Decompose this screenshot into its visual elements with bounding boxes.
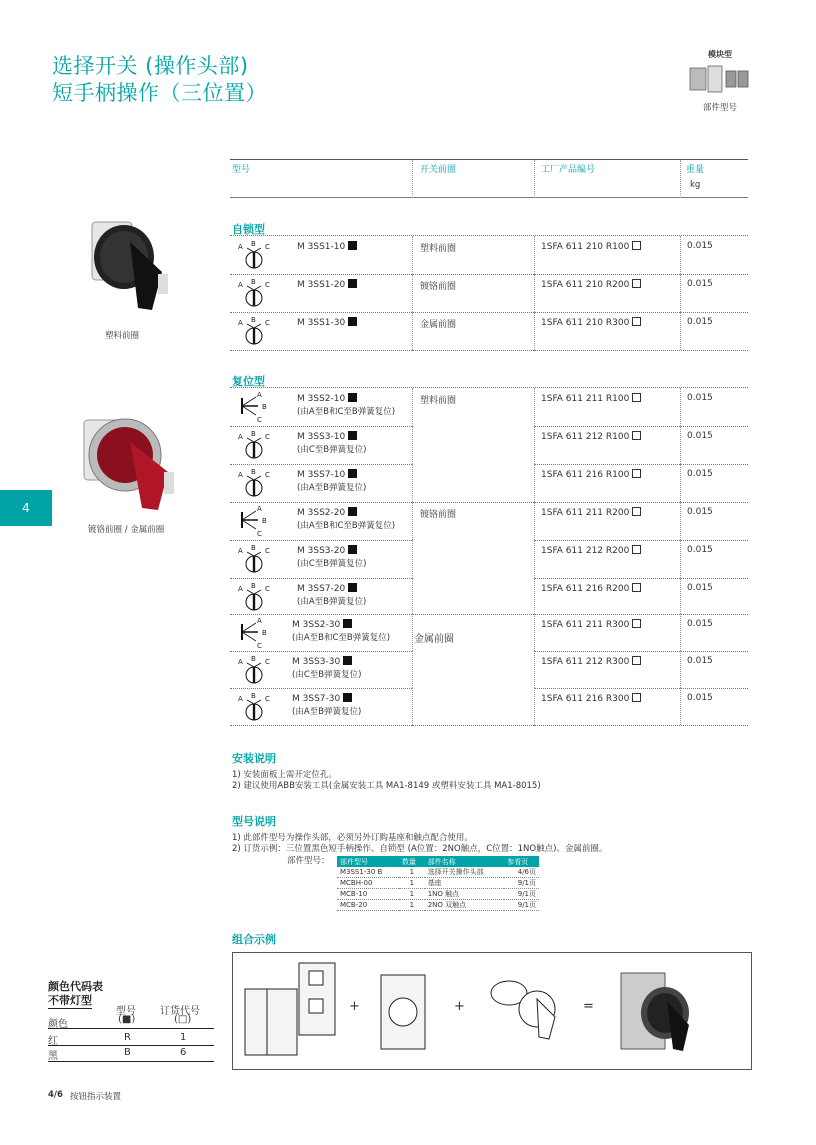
row-factory-code — [541, 545, 641, 556]
svg-text:A: A — [257, 617, 262, 625]
row-rule — [534, 614, 748, 615]
col-divider — [412, 540, 413, 578]
row-model — [297, 469, 357, 480]
row-factory-code-text: 1SFA 611 210 R300 — [541, 318, 630, 328]
order-code-empty-square-icon — [632, 469, 641, 478]
order-cell: 1 — [399, 867, 425, 878]
module-type-icon — [688, 62, 750, 96]
order-col-name: 部件名称 — [425, 856, 505, 867]
row-weight: 0.015 — [687, 619, 713, 629]
row-rule — [230, 614, 412, 615]
model-note-line-1: 1) 此部件型号为操作头部，必须另外订购基座和触点配合使用。 — [232, 833, 473, 843]
order-cell: 基座 — [425, 878, 505, 889]
color-code-filled-square-icon — [348, 545, 357, 554]
color-code-filled-square-icon — [348, 317, 357, 326]
row-rule — [534, 688, 748, 689]
col-divider — [534, 614, 535, 651]
row-factory-code — [541, 693, 641, 704]
row-model — [297, 393, 357, 404]
row-rule — [230, 651, 412, 652]
row-factory-code-text: 1SFA 611 210 R200 — [541, 280, 630, 290]
row-rule — [534, 350, 748, 351]
part-number-caption: 部件型号 — [702, 103, 737, 113]
col-divider — [534, 464, 535, 502]
part-number-label: 部件型号： — [287, 856, 330, 866]
color-table-rule — [48, 1045, 214, 1046]
row-rule — [230, 312, 412, 313]
row-rule — [534, 464, 748, 465]
col-header-model: 型号 — [232, 165, 251, 175]
row-weight: 0.015 — [687, 583, 713, 593]
row-note: (由A至B弹簧复位) — [297, 483, 367, 493]
col-divider — [534, 236, 535, 274]
row-rule — [534, 426, 748, 427]
col-divider — [412, 502, 413, 540]
col-divider — [680, 388, 681, 426]
row-model — [292, 619, 352, 630]
col-divider — [534, 388, 535, 426]
row-model-text: M 3SS3-20 — [297, 546, 346, 556]
color-order-code: 1 — [180, 1032, 187, 1043]
col-divider — [534, 160, 535, 198]
col-divider — [412, 578, 413, 614]
row-factory-code-text: 1SFA 611 216 R100 — [541, 470, 630, 480]
row-model — [297, 583, 357, 594]
order-code-empty-square-icon — [632, 545, 641, 554]
order-cell: MCB-20 — [337, 900, 399, 911]
order-code-empty-square-icon — [632, 431, 641, 440]
svg-text:C: C — [265, 243, 270, 251]
col-divider — [680, 274, 681, 312]
switch-position-symbol-icon — [234, 390, 274, 424]
svg-text:B: B — [262, 403, 267, 411]
col-divider — [534, 312, 535, 350]
row-factory-code-text: 1SFA 611 216 R300 — [541, 694, 630, 704]
svg-text:C: C — [257, 530, 262, 538]
row-model-text: M 3SS7-10 — [297, 470, 346, 480]
row-rule — [412, 350, 534, 351]
svg-text:A: A — [238, 319, 243, 327]
svg-text:A: A — [238, 243, 243, 251]
col-divider — [534, 578, 535, 614]
col-divider — [534, 651, 535, 688]
row-model — [292, 693, 352, 704]
row-model-text: M 3SS3-10 — [297, 432, 346, 442]
svg-text:C: C — [257, 642, 262, 650]
row-weight: 0.015 — [687, 693, 713, 703]
row-factory-code — [541, 317, 641, 328]
col-divider — [680, 464, 681, 502]
module-type-label: 模块型 — [708, 50, 732, 59]
plastic-ring-caption: 塑料前圈 — [105, 331, 140, 341]
order-code-empty-square-icon — [632, 656, 641, 665]
col-divider — [680, 426, 681, 464]
svg-text:C: C — [265, 471, 270, 479]
row-weight: 0.015 — [687, 507, 713, 517]
color-row-label: 颜色 — [48, 1019, 68, 1030]
row-rule — [230, 426, 412, 427]
row-model — [297, 545, 357, 556]
color-name: 黑 — [48, 1051, 58, 1062]
order-cell: 9/1页 — [504, 900, 539, 911]
row-model — [297, 317, 357, 328]
row-factory-code — [541, 241, 641, 252]
row-rule — [534, 725, 748, 726]
row-factory-code — [541, 619, 641, 630]
svg-text:B: B — [251, 544, 256, 552]
order-col-part: 部件型号 — [337, 856, 399, 867]
switch-position-symbol-icon — [234, 542, 274, 576]
row-rule — [412, 312, 534, 313]
row-weight: 0.015 — [687, 317, 713, 327]
order-code-empty-square-icon — [632, 393, 641, 402]
col-header-front-ring: 开关前圈 — [420, 165, 457, 175]
svg-text:B: B — [251, 278, 256, 286]
combo-heading: 组合示例 — [232, 933, 276, 946]
col-divider — [534, 426, 535, 464]
col-divider — [412, 312, 413, 350]
color-order-code: 6 — [180, 1047, 187, 1058]
order-cell: 选择开关操作头部 — [425, 867, 505, 878]
switch-position-symbol-icon — [234, 276, 274, 310]
row-rule — [534, 540, 748, 541]
model-note-heading: 型号说明 — [232, 815, 276, 828]
row-weight: 0.015 — [687, 241, 713, 251]
row-model-text: M 3SS7-30 — [292, 694, 341, 704]
color-code-filled-square-icon — [343, 619, 352, 628]
chrome-metal-ring-caption: 镀铬前圈 / 金属前圈 — [88, 525, 165, 535]
col-divider — [412, 464, 413, 502]
svg-text:A: A — [238, 433, 243, 441]
row-weight: 0.015 — [687, 469, 713, 479]
order-cell: 2NO 双触点 — [425, 900, 505, 911]
row-rule — [534, 578, 748, 579]
chapter-tab: 4 — [0, 490, 52, 526]
row-weight: 0.015 — [687, 545, 713, 555]
color-model-code: R — [124, 1032, 131, 1043]
color-code-filled-square-icon — [343, 656, 352, 665]
row-model-text: M 3SS2-10 — [297, 394, 346, 404]
row-front-ring: 金属前圈 — [420, 320, 457, 330]
col-divider — [412, 651, 413, 688]
row-model-text: M 3SS2-20 — [297, 508, 346, 518]
weight-unit: kg — [690, 180, 701, 190]
col-divider — [680, 578, 681, 614]
row-front-ring: 镀铬前圈 — [420, 510, 457, 520]
svg-text:B: B — [262, 629, 267, 637]
row-model — [297, 431, 357, 442]
col-divider — [680, 236, 681, 274]
svg-text:C: C — [265, 547, 270, 555]
color-code-table — [48, 980, 214, 1068]
col-divider — [680, 651, 681, 688]
order-cell: 1NO 触点 — [425, 889, 505, 900]
col-divider — [680, 312, 681, 350]
order-example-table — [337, 856, 539, 911]
row-factory-code-text: 1SFA 611 212 R300 — [541, 657, 630, 667]
row-rule — [534, 651, 748, 652]
switch-position-symbol-icon — [234, 504, 274, 538]
order-cell: 9/1页 — [504, 889, 539, 900]
table-top-rule — [230, 159, 748, 160]
order-cell: MCB-10 — [337, 889, 399, 900]
color-name: 红 — [48, 1036, 58, 1047]
order-cell: 9/1页 — [504, 878, 539, 889]
row-note: (由C至B弹簧复位) — [297, 559, 367, 569]
color-table-title: 颜色代码表 — [48, 980, 103, 993]
svg-text:C: C — [265, 695, 270, 703]
row-note: (由C至B弹簧复位) — [297, 445, 367, 455]
switch-position-symbol-icon — [234, 653, 274, 687]
contact-blocks-icon — [241, 959, 341, 1063]
svg-text:C: C — [265, 585, 270, 593]
row-factory-code-text: 1SFA 611 210 R100 — [541, 242, 630, 252]
col-divider — [534, 274, 535, 312]
row-model — [297, 241, 357, 252]
order-cell: 1 — [399, 878, 425, 889]
row-model-text: M 3SS3-30 — [292, 657, 341, 667]
col-divider — [534, 502, 535, 540]
svg-text:B: B — [262, 517, 267, 525]
color-col-model-symbol: (■) — [118, 1014, 136, 1025]
install-heading: 安装说明 — [232, 752, 276, 765]
row-rule — [230, 578, 412, 579]
col-divider — [680, 502, 681, 540]
svg-text:A: A — [238, 547, 243, 555]
row-weight: 0.015 — [687, 431, 713, 441]
color-code-filled-square-icon — [348, 507, 357, 516]
mounting-base-icon — [373, 967, 433, 1057]
switch-position-symbol-icon — [234, 238, 274, 272]
order-cell: 1 — [399, 889, 425, 900]
color-code-filled-square-icon — [348, 431, 357, 440]
color-col-order: 订货代号 — [160, 1006, 200, 1017]
row-rule — [230, 725, 412, 726]
color-code-filled-square-icon — [348, 469, 357, 478]
row-model — [297, 507, 357, 518]
row-model — [292, 656, 352, 667]
row-front-ring: 塑料前圈 — [420, 244, 457, 254]
color-code-filled-square-icon — [348, 583, 357, 592]
row-rule — [412, 614, 534, 615]
svg-text:B: B — [251, 655, 256, 663]
svg-text:A: A — [238, 471, 243, 479]
row-model-text: M 3SS2-30 — [292, 620, 341, 630]
row-rule — [230, 387, 748, 388]
row-weight: 0.015 — [687, 393, 713, 403]
svg-text:B: B — [251, 316, 256, 324]
col-divider — [680, 688, 681, 725]
svg-text:C: C — [265, 281, 270, 289]
color-table-subtitle: 不带灯型 — [48, 994, 92, 1007]
row-factory-code-text: 1SFA 611 212 R200 — [541, 546, 630, 556]
col-header-factory-code: 工厂产品编号 — [541, 165, 596, 175]
row-rule — [534, 312, 748, 313]
row-note: (由A至B和C至B弹簧复位) — [297, 407, 396, 417]
assembled-selector-icon — [617, 961, 697, 1061]
footer-section-name: 按钮指示装置 — [70, 1092, 122, 1102]
switch-position-symbol-icon — [234, 466, 274, 500]
svg-text:B: B — [251, 430, 256, 438]
svg-text:B: B — [251, 468, 256, 476]
color-code-filled-square-icon — [343, 693, 352, 702]
row-note: (由A至B和C至B弹簧复位) — [297, 521, 396, 531]
row-factory-code — [541, 279, 641, 290]
order-code-empty-square-icon — [632, 507, 641, 516]
section-spring-return: 复位型 — [232, 375, 265, 388]
svg-text:A: A — [238, 281, 243, 289]
row-rule — [412, 725, 534, 726]
row-model-text: M 3SS7-20 — [297, 584, 346, 594]
order-code-empty-square-icon — [632, 619, 641, 628]
col-divider — [412, 274, 413, 312]
order-code-empty-square-icon — [632, 583, 641, 592]
combo-plus-2: + — [454, 999, 465, 1014]
svg-text:C: C — [257, 416, 262, 424]
selector-plastic-photo — [72, 212, 182, 322]
page-subtitle: 短手柄操作（三位置） — [52, 81, 267, 105]
svg-text:A: A — [257, 505, 262, 513]
row-factory-code — [541, 507, 641, 518]
row-factory-code-text: 1SFA 611 216 R200 — [541, 584, 630, 594]
row-note: (由A至B弹簧复位) — [297, 597, 367, 607]
row-factory-code — [541, 431, 641, 442]
col-divider — [412, 236, 413, 274]
order-cell: 4/6页 — [504, 867, 539, 878]
order-code-empty-square-icon — [632, 317, 641, 326]
row-rule — [230, 688, 412, 689]
selector-chrome-photo — [70, 410, 185, 520]
order-col-qty: 数量 — [399, 856, 425, 867]
row-weight: 0.015 — [687, 656, 713, 666]
order-cell: M3SS1-30 B — [337, 867, 399, 878]
row-rule — [230, 502, 412, 503]
col-divider — [680, 540, 681, 578]
row-factory-code — [541, 469, 641, 480]
color-col-model: 型号 — [116, 1006, 136, 1017]
header-bottom-rule — [230, 197, 748, 198]
svg-text:A: A — [238, 695, 243, 703]
row-factory-code — [541, 656, 641, 667]
row-rule — [230, 274, 412, 275]
row-rule — [412, 274, 534, 275]
col-divider — [412, 688, 413, 725]
col-divider — [534, 688, 535, 725]
col-header-weight: 重量 — [686, 165, 705, 175]
row-note: (由A至B弹簧复位) — [292, 707, 362, 717]
switch-position-symbol-icon — [234, 314, 274, 348]
svg-text:C: C — [265, 319, 270, 327]
svg-text:B: B — [251, 582, 256, 590]
svg-text:A: A — [238, 585, 243, 593]
row-factory-code — [541, 583, 641, 594]
row-rule — [230, 464, 412, 465]
col-divider — [680, 160, 681, 198]
switch-position-symbol-icon — [234, 616, 274, 650]
switch-position-symbol-icon — [234, 580, 274, 614]
row-note: (由A至B和C至B弹簧复位) — [292, 633, 391, 643]
row-front-ring: 镀铬前圈 — [420, 282, 457, 292]
svg-text:A: A — [238, 658, 243, 666]
color-col-order-symbol: (□) — [174, 1014, 192, 1025]
order-cell: MCBH-00 — [337, 878, 399, 889]
row-model-text: M 3SS1-20 — [297, 280, 346, 290]
order-code-empty-square-icon — [632, 241, 641, 250]
col-divider — [412, 160, 413, 198]
row-factory-code-text: 1SFA 611 211 R300 — [541, 620, 630, 630]
operator-head-icon — [485, 969, 575, 1049]
row-front-ring: 金属前圈 — [414, 634, 454, 645]
svg-text:C: C — [265, 433, 270, 441]
color-table-rule — [48, 1061, 214, 1062]
combo-example-box — [232, 952, 752, 1070]
install-line-1: 1) 安装面板上需开定位孔。 — [232, 770, 337, 780]
color-code-filled-square-icon — [348, 241, 357, 250]
row-rule — [230, 235, 748, 236]
svg-text:A: A — [257, 391, 262, 399]
color-code-filled-square-icon — [348, 279, 357, 288]
col-divider — [412, 614, 413, 651]
switch-position-symbol-icon — [234, 428, 274, 462]
row-front-ring: 塑料前圈 — [420, 396, 457, 406]
row-rule — [534, 502, 748, 503]
row-note: (由C至B弹簧复位) — [292, 670, 362, 680]
order-col-page: 参看页 — [504, 856, 539, 867]
row-factory-code-text: 1SFA 611 211 R200 — [541, 508, 630, 518]
color-table-rule — [48, 1028, 214, 1029]
color-code-filled-square-icon — [348, 393, 357, 402]
row-rule — [230, 540, 412, 541]
color-model-code: B — [124, 1047, 131, 1058]
page-title: 选择开关 (操作头部) — [52, 54, 249, 78]
col-divider — [534, 540, 535, 578]
section-latching: 自锁型 — [232, 223, 265, 236]
row-factory-code-text: 1SFA 611 212 R100 — [541, 432, 630, 442]
order-cell: 1 — [399, 900, 425, 911]
row-factory-code-text: 1SFA 611 211 R100 — [541, 394, 630, 404]
order-code-empty-square-icon — [632, 279, 641, 288]
footer-page-number: 4/6 — [48, 1090, 63, 1100]
svg-text:C: C — [265, 658, 270, 666]
install-line-2: 2) 建议使用ABB安装工具(金属安装工具 MA1-8149 或塑料安装工具 MA1-8015) — [232, 781, 541, 791]
row-rule — [534, 274, 748, 275]
switch-position-symbol-icon — [234, 690, 274, 724]
row-rule — [230, 350, 412, 351]
row-weight: 0.015 — [687, 279, 713, 289]
row-factory-code — [541, 393, 641, 404]
row-model-text: M 3SS1-10 — [297, 242, 346, 252]
model-note-line-2: 2) 订货示例：三位置黑色短手柄操作、自锁型 (A位置：2NO触点，C位置：1NO触点)、金属前圈。 — [232, 844, 608, 854]
col-divider — [680, 614, 681, 651]
svg-text:B: B — [251, 240, 256, 248]
combo-equals: = — [583, 999, 594, 1014]
col-divider — [412, 426, 413, 464]
row-model — [297, 279, 357, 290]
row-rule — [412, 502, 534, 503]
col-divider — [412, 388, 413, 426]
order-code-empty-square-icon — [632, 693, 641, 702]
row-model-text: M 3SS1-30 — [297, 318, 346, 328]
svg-text:B: B — [251, 692, 256, 700]
combo-plus-1: + — [349, 999, 360, 1014]
